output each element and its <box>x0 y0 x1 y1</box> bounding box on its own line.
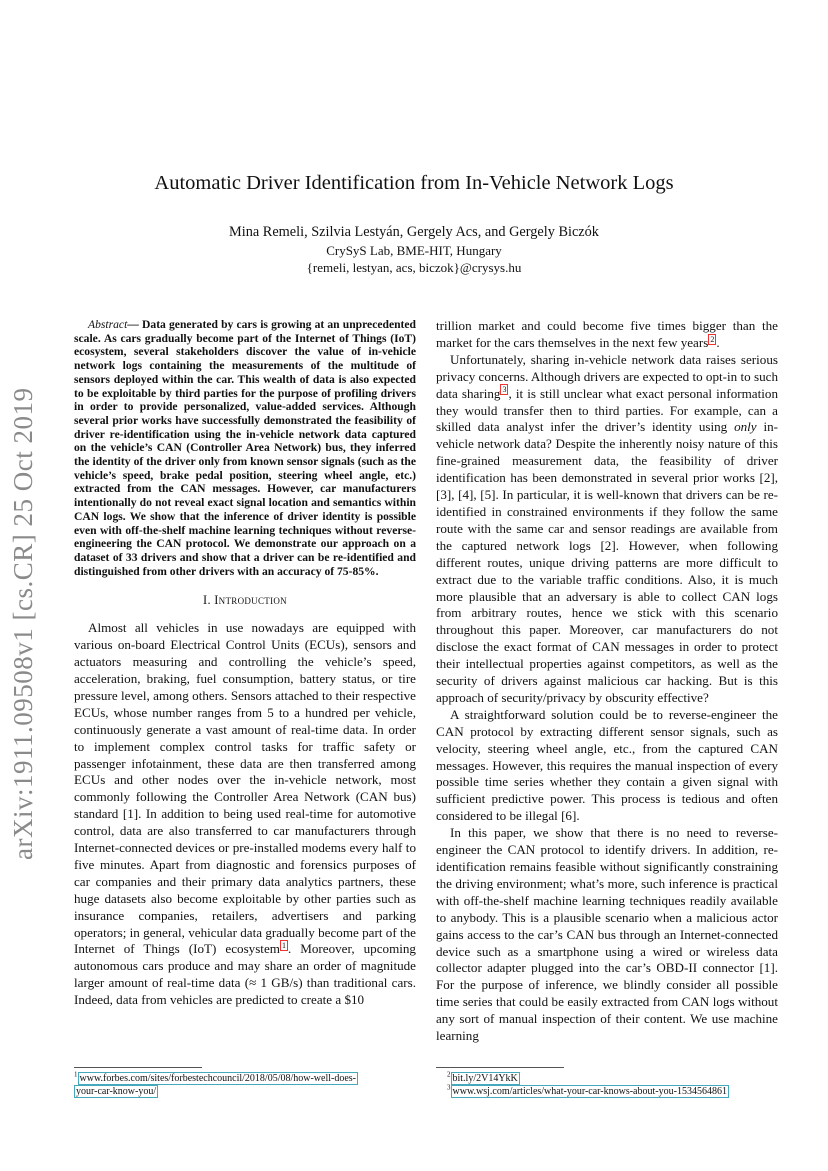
footnote-3: $^3$ www.wsj.com/articles/what-your-car-knows-about-you-1534564861 <box>447 1083 727 1097</box>
footnote-marker-2[interactable]: 2 <box>710 334 715 344</box>
footnote-rule-left <box>74 1067 202 1068</box>
right-column <box>436 318 778 1045</box>
footnote-3-link[interactable]: www.wsj.com/articles/what-your-car-knows-about-you-1534564861 <box>452 1086 727 1097</box>
intro-paragraph-1: Almost all vehicles in use nowadays are equipped with various on-board Electrical Control Units (ECUs), sensors and actuators measuring and controlling the vehicle’s speed, acceleration, braking, fuel consumption, battery status, or tire pressure level, among others. Sensors attached to their respective ECUs, whose number ranges from 5 to a hundred per vehicle, continuously generate a vast amount of real-time data. In order to implement complex control tasks for traffic safety or passenger infotainment, these data are then transferred among ECUs and other nodes over the in-vehicle network, most commonly following the Controller Area Network (CAN bus) standard [1]. In addition to being used real-time for automotive control, data are also transferred to car manufacturers through Internet-connected devices or pre-installed modems every half to five minutes. Apart from diagnostic and forensics purposes of car companies and their primary data analytics partners, these huge datasets also become exploitable by other parties such as insurance companies, retailers, advertisers and parking operators; in general, vehicular data gradually become part of the Internet of Things (IoT) ecosystem $^1$ . Moreover, upcoming autonomous cars produce and may share an order of magnitude larger amount of real-time data (≈ 1 GB/s) than traditional cars. Indeed, data from vehicles are predicted to create a $10 <box>74 620 416 1008</box>
footnote-marker-1[interactable]: 1 <box>281 941 286 951</box>
author-emails: {remeli, lestyan, acs, biczok}@crysys.hu <box>306 260 522 275</box>
footnote-rule-right <box>436 1067 564 1068</box>
paper-title: Automatic Driver Identification from In-Vehicle Network Logs <box>154 172 674 194</box>
section-heading-introduction <box>74 592 416 609</box>
author-list: Mina Remeli, Szilvia Lestyán, Gergely Acs, and Gergely Biczók <box>229 224 599 240</box>
section-title: Introduction <box>214 593 287 608</box>
section-numeral: I. <box>203 593 215 608</box>
intro-paragraph-3: A straightforward solution could be to reverse-engineer the CAN protocol by extracting different sensor signals, such as velocity, steering wheel angle, etc., from the captured CAN messages. However, this requires the manual inspection of every possible time series whether they contain a given signal with sufficient predictive power. This process is tedious and often considered to be illegal [6]. <box>436 706 778 824</box>
footnote-marker-3[interactable]: 3 <box>502 385 507 395</box>
abstract-text: — Data generated by cars is growing at an unprecedented scale. As cars gradually become part of the Internet of Things (IoT) ecosystem, several stakeholders discover the value of in-vehicle network logs containing the measurements of the multitude of sensors deployed within the car. This wealth of data is also expected to be exploitable by third parties for the purpose of profiling drivers in order to provide personalized, value-added services. Although several prior works have successfully demonstrated the feasibility of driver re-identification using the in-vehicle network data captured on the vehicle’s CAN (Controller Area Network) bus, they inferred the identity of the driver only from known sensor signals (such as the vehicle’s speed, brake pedal position, steering wheel angle, etc.) extracted from the CAN messages. However, car manufacturers intentionally do not reveal exact signal location and semantics within CAN logs. We show that the inference of driver identity is possible even with off-the-shelf machine learning techniques without reverse-engineering the CAN protocol. We demonstrate our approach on a dataset of 33 drivers and show that a driver can be re-identified and distinguished from other drivers with an accuracy of 75-85%. <box>74 318 416 578</box>
intro-paragraph-4: In this paper, we show that there is no need to reverse-engineer the CAN protocol to identify drivers. In addition, re-identification remains feasible without significantly constraining the driving environment; what’s more, such inference is practical with off-the-shelf machine learning techniques readily available to anybody. This is a plausible scenario when a malicious actor gains access to the car’s CAN bus through an Internet-connected device such as a smartphone using a wired or wireless data collector adapter plugged into the car’s OBD-II connector [1]. For the purpose of inference, we blindly consider all possible time series that could be easily extracted from CAN logs without any sort of manual inspection of their content. We use machine learning <box>436 825 778 1044</box>
footnote-1-link-continued[interactable]: your-car-know-you/ <box>76 1085 157 1097</box>
affiliation: CrySyS Lab, BME-HIT, Hungary <box>326 243 502 258</box>
footnote-1-link[interactable]: www.forbes.com/sites/forbestechcouncil/2018/05/08/how-well-does- <box>79 1073 357 1084</box>
footnote-2: $^2$ bit.ly/2V14YkK <box>447 1070 518 1084</box>
left-column <box>74 318 416 1009</box>
intro-paragraph-continued: trillion market and could become five times bigger than the market for the cars themselves in the next few years $^2$ . <box>436 318 778 350</box>
abstract-label: Abstract <box>88 318 128 331</box>
abstract <box>74 318 416 578</box>
footnote-1: $^1$ www.forbes.com/sites/forbestechcouncil/2018/05/08/how-well-does- your-car-know-you/ <box>74 1070 357 1097</box>
intro-paragraph-2: Unfortunately, sharing in-vehicle network data raises serious privacy concerns. Although drivers are expected to opt-in to such data sharing $^3$ , it is still unclear what exact personal information they would transfer then to third parties. For example, can a skilled data analyst infer the driver’s identity using only in-vehicle network data? Despite the inherently noisy nature of this fine-grained measurement data, the feasibility of driver identification has been demonstrated in several prior works [2], [3], [4], [5]. In particular, it is well-known that drivers can be re-identified in constrained environments if they follow the same route with the same car and sensor readings are available from the captured network logs [2]. However, when following different routes, unique driving patterns are more difficult to extract due to the variable traffic conditions. Also, it is much more plausible that an adversary is able to collect CAN logs from arbitrary routes, hence we stick with this scenario throughout this paper. Moreover, car manufacturers do not disclose the exact format of CAN messages in order to protect their intellectual properties against competitors, as well as the security of drivers against malicious car hacking. But is this approach of security/privacy by obscurity effective? <box>436 351 778 705</box>
arxiv-identifier: arXiv:1911.09508v1 [cs.CR] 25 Oct 2019 <box>8 387 38 860</box>
footnote-2-link[interactable]: bit.ly/2V14YkK <box>452 1073 518 1084</box>
